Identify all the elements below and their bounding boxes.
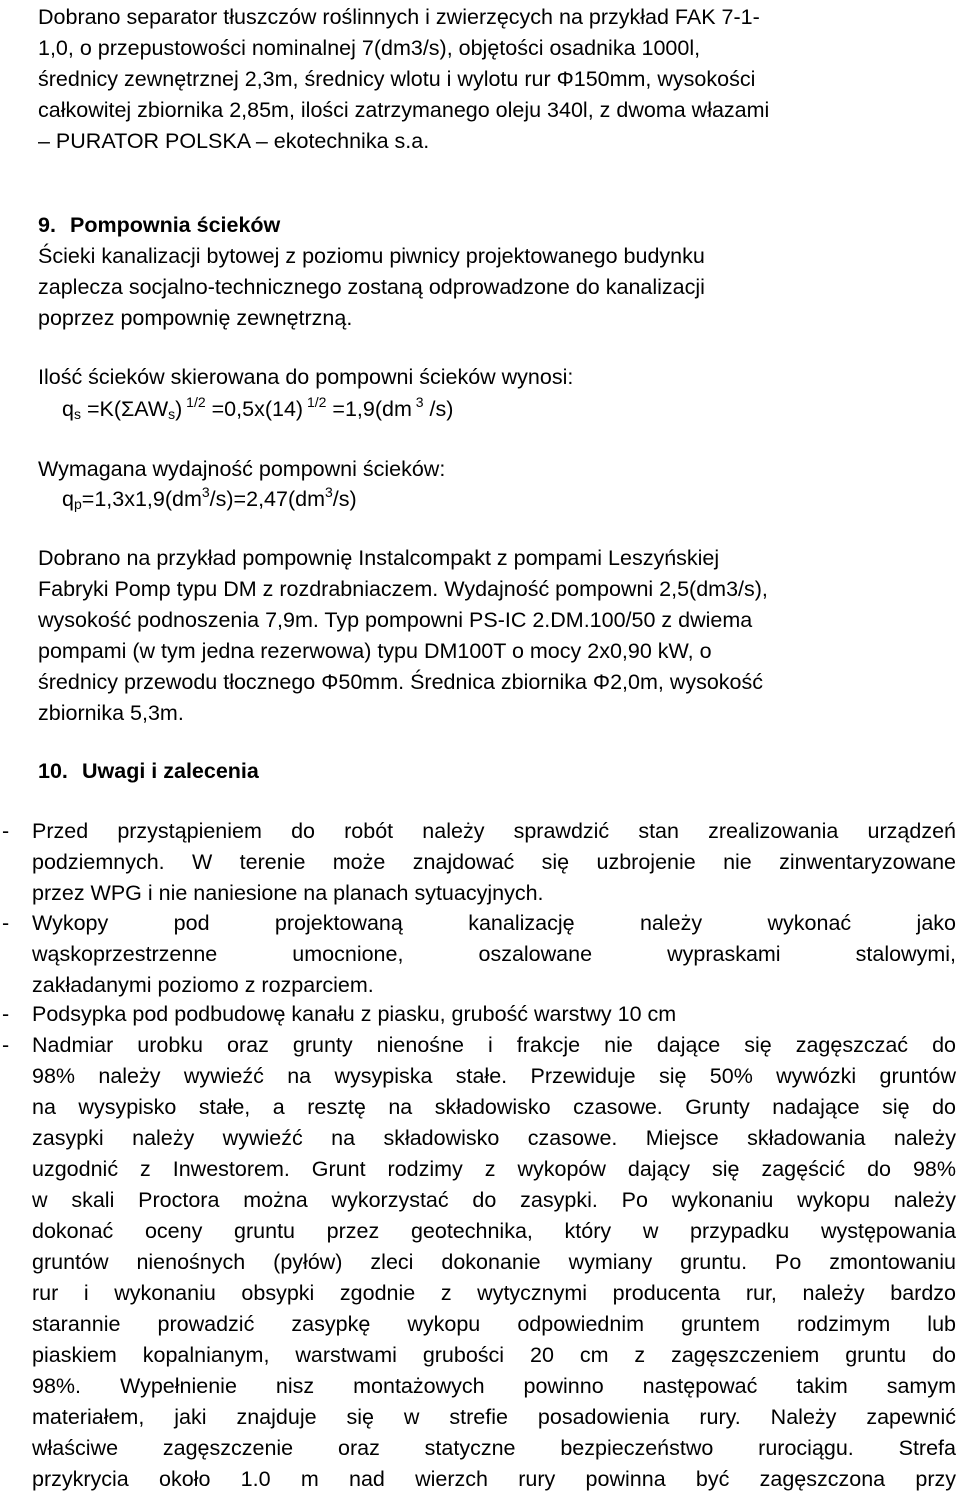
section-10-heading xyxy=(38,756,259,787)
paragraph-line: poprzez pompownię zewnętrzną. xyxy=(38,306,353,330)
intro-line: 1,0, o przepustowości nominalnej 7(dm3/s), objętości osadnika 1000l, xyxy=(38,36,701,60)
list-line: Przed przystąpieniem do robót należy sprawdzić stan zrealizowania urządzeń xyxy=(32,819,956,843)
intro-paragraph xyxy=(38,2,918,157)
list-item xyxy=(32,999,956,1030)
section-9-number: 9. xyxy=(38,213,56,237)
list-line: gruntów nienośnych (pyłów) zleci dokonanie wymiany gruntu. Po zmontowaniu xyxy=(32,1250,956,1274)
paragraph-line: średnicy przewodu tłocznego Φ50mm. Średnica zbiornika Φ2,0m, wysokość xyxy=(38,670,764,694)
pump-selection-paragraph xyxy=(38,543,938,729)
section-10-number: 10. xyxy=(38,759,68,783)
list-line: w skali Proctora można wykorzystać do zasypki. Po wykonaniu wykopu należy xyxy=(32,1188,956,1212)
section-10-title: Uwagi i zalecenia xyxy=(82,759,259,783)
list-line: zakładanymi poziomo z rozparciem. xyxy=(32,973,374,997)
list-item xyxy=(32,816,956,909)
list-line: przykrycia około 1.0 m nad wierzch rury powinna być zagęszczona przy xyxy=(32,1467,956,1491)
list-line: przez WPG i nie naniesione na planach sytuacyjnych. xyxy=(32,881,544,905)
list-line: Podsypka pod podbudowę kanału z piasku, grubość warstwy 10 cm xyxy=(32,1002,677,1026)
intro-line: średnicy zewnętrznej 2,3m, średnicy wlotu i wylotu rur Φ150mm, wysokości xyxy=(38,67,756,91)
formula-pump-capacity: $q_p=1,3x1,9(dm^3/s)=2,47(dm^3/s)$ xyxy=(62,484,357,512)
paragraph-line: zaplecza socjalno-technicznego zostaną odprowadzone do kanalizacji xyxy=(38,275,705,299)
list-line: uzgodnić z Inwestorem. Grunt rodzimy z wykopów dający się zagęścić do 98% xyxy=(32,1157,956,1181)
section-9-title: Pompownia ścieków xyxy=(70,213,281,237)
list-line: piaskiem kopalnianym, warstwami grubości 20 cm z zagęszczeniem gruntu do xyxy=(32,1343,956,1367)
required-capacity-label: Wymagana wydajność pompowni ścieków: xyxy=(38,457,446,481)
intro-line: całkowitej zbiornika 2,85m, ilości zatrzymanego oleju 340l, z dwoma włazami xyxy=(38,98,770,122)
list-line: właściwe zagęszczenie oraz statyczne bezpieczeństwo rurociągu. Strefa xyxy=(32,1436,956,1460)
paragraph-line: Ścieki kanalizacji bytowej z poziomu piwnicy projektowanego budynku xyxy=(38,244,705,268)
list-line: Wykopy pod projektowaną kanalizację należy wykonać jako xyxy=(32,911,956,935)
list-line: starannie prowadzić zasypkę wykopu odpowiednim gruntem rodzimym lub xyxy=(32,1312,956,1336)
formula-flow-rate: $q_s =K(\Sigma AW_s)$ $^{1/2}$ =0,5x(14) $^{1/2}$ =1,9(dm $^3$ /s) xyxy=(62,394,454,422)
paragraph-line: pompami (w tym jedna rezerwowa) typu DM100T o mocy 2x0,90 kW, o xyxy=(38,639,712,663)
section-9-heading xyxy=(38,210,280,241)
list-item xyxy=(32,1030,956,1495)
list-line: 98%. Wypełnienie nisz montażowych powinno następować takim samym xyxy=(32,1374,956,1398)
bullet-marker: - xyxy=(2,911,10,935)
intro-line: Dobrano separator tłuszczów roślinnych i zwierzęcych na przykład FAK 7-1- xyxy=(38,5,760,29)
list-line: na wysypisko stałe, a resztę na składowisko czasowe. Grunty nadające się do xyxy=(32,1095,956,1119)
paragraph-line: wysokość podnoszenia 7,9m. Typ pompowni PS-IC 2.DM.100/50 z dwiema xyxy=(38,608,753,632)
bullet-marker: - xyxy=(2,1002,10,1026)
list-line: wąskoprzestrzenne umocnione, oszalowane wypraskami stalowymi, xyxy=(32,942,956,966)
list-line: materiałem, jaki znajduje się w strefie posadowienia rury. Należy zapewnić xyxy=(32,1405,956,1429)
amount-label: Ilość ścieków skierowana do pompowni ścieków wynosi: xyxy=(38,365,574,389)
list-item xyxy=(32,908,956,1001)
list-line: dokonać oceny gruntu przez geotechnika, który w przypadku występowania xyxy=(32,1219,956,1243)
paragraph-line: Dobrano na przykład pompownię Instalcompakt z pompami Leszyńskiej xyxy=(38,546,720,570)
list-line: Nadmiar urobku oraz grunty nienośne i frakcje nie dające się zagęszczać do xyxy=(32,1033,956,1057)
paragraph-line: Fabryki Pomp typu DM z rozdrabniaczem. Wydajność pompowni 2,5(dm3/s), xyxy=(38,577,768,601)
section-9-paragraph xyxy=(38,241,918,334)
intro-line: – PURATOR POLSKA – ekotechnika s.a. xyxy=(38,129,430,153)
list-line: 98% należy wywieźć na wysypiska stałe. Przewiduje się 50% wywózki gruntów xyxy=(32,1064,956,1088)
list-line: zasypki należy wywieźć na składowisko czasowe. Miejsce składowania należy xyxy=(32,1126,956,1150)
list-line: rur i wykonaniu obsypki zgodnie z wytycznymi producenta rur, należy bardzo xyxy=(32,1281,956,1305)
list-line: podziemnych. W terenie może znajdować się uzbrojenie nie zinwentaryzowane xyxy=(32,850,956,874)
paragraph-line: zbiornika 5,3m. xyxy=(38,701,184,725)
bullet-marker: - xyxy=(2,1033,10,1057)
bullet-marker: - xyxy=(2,819,10,843)
